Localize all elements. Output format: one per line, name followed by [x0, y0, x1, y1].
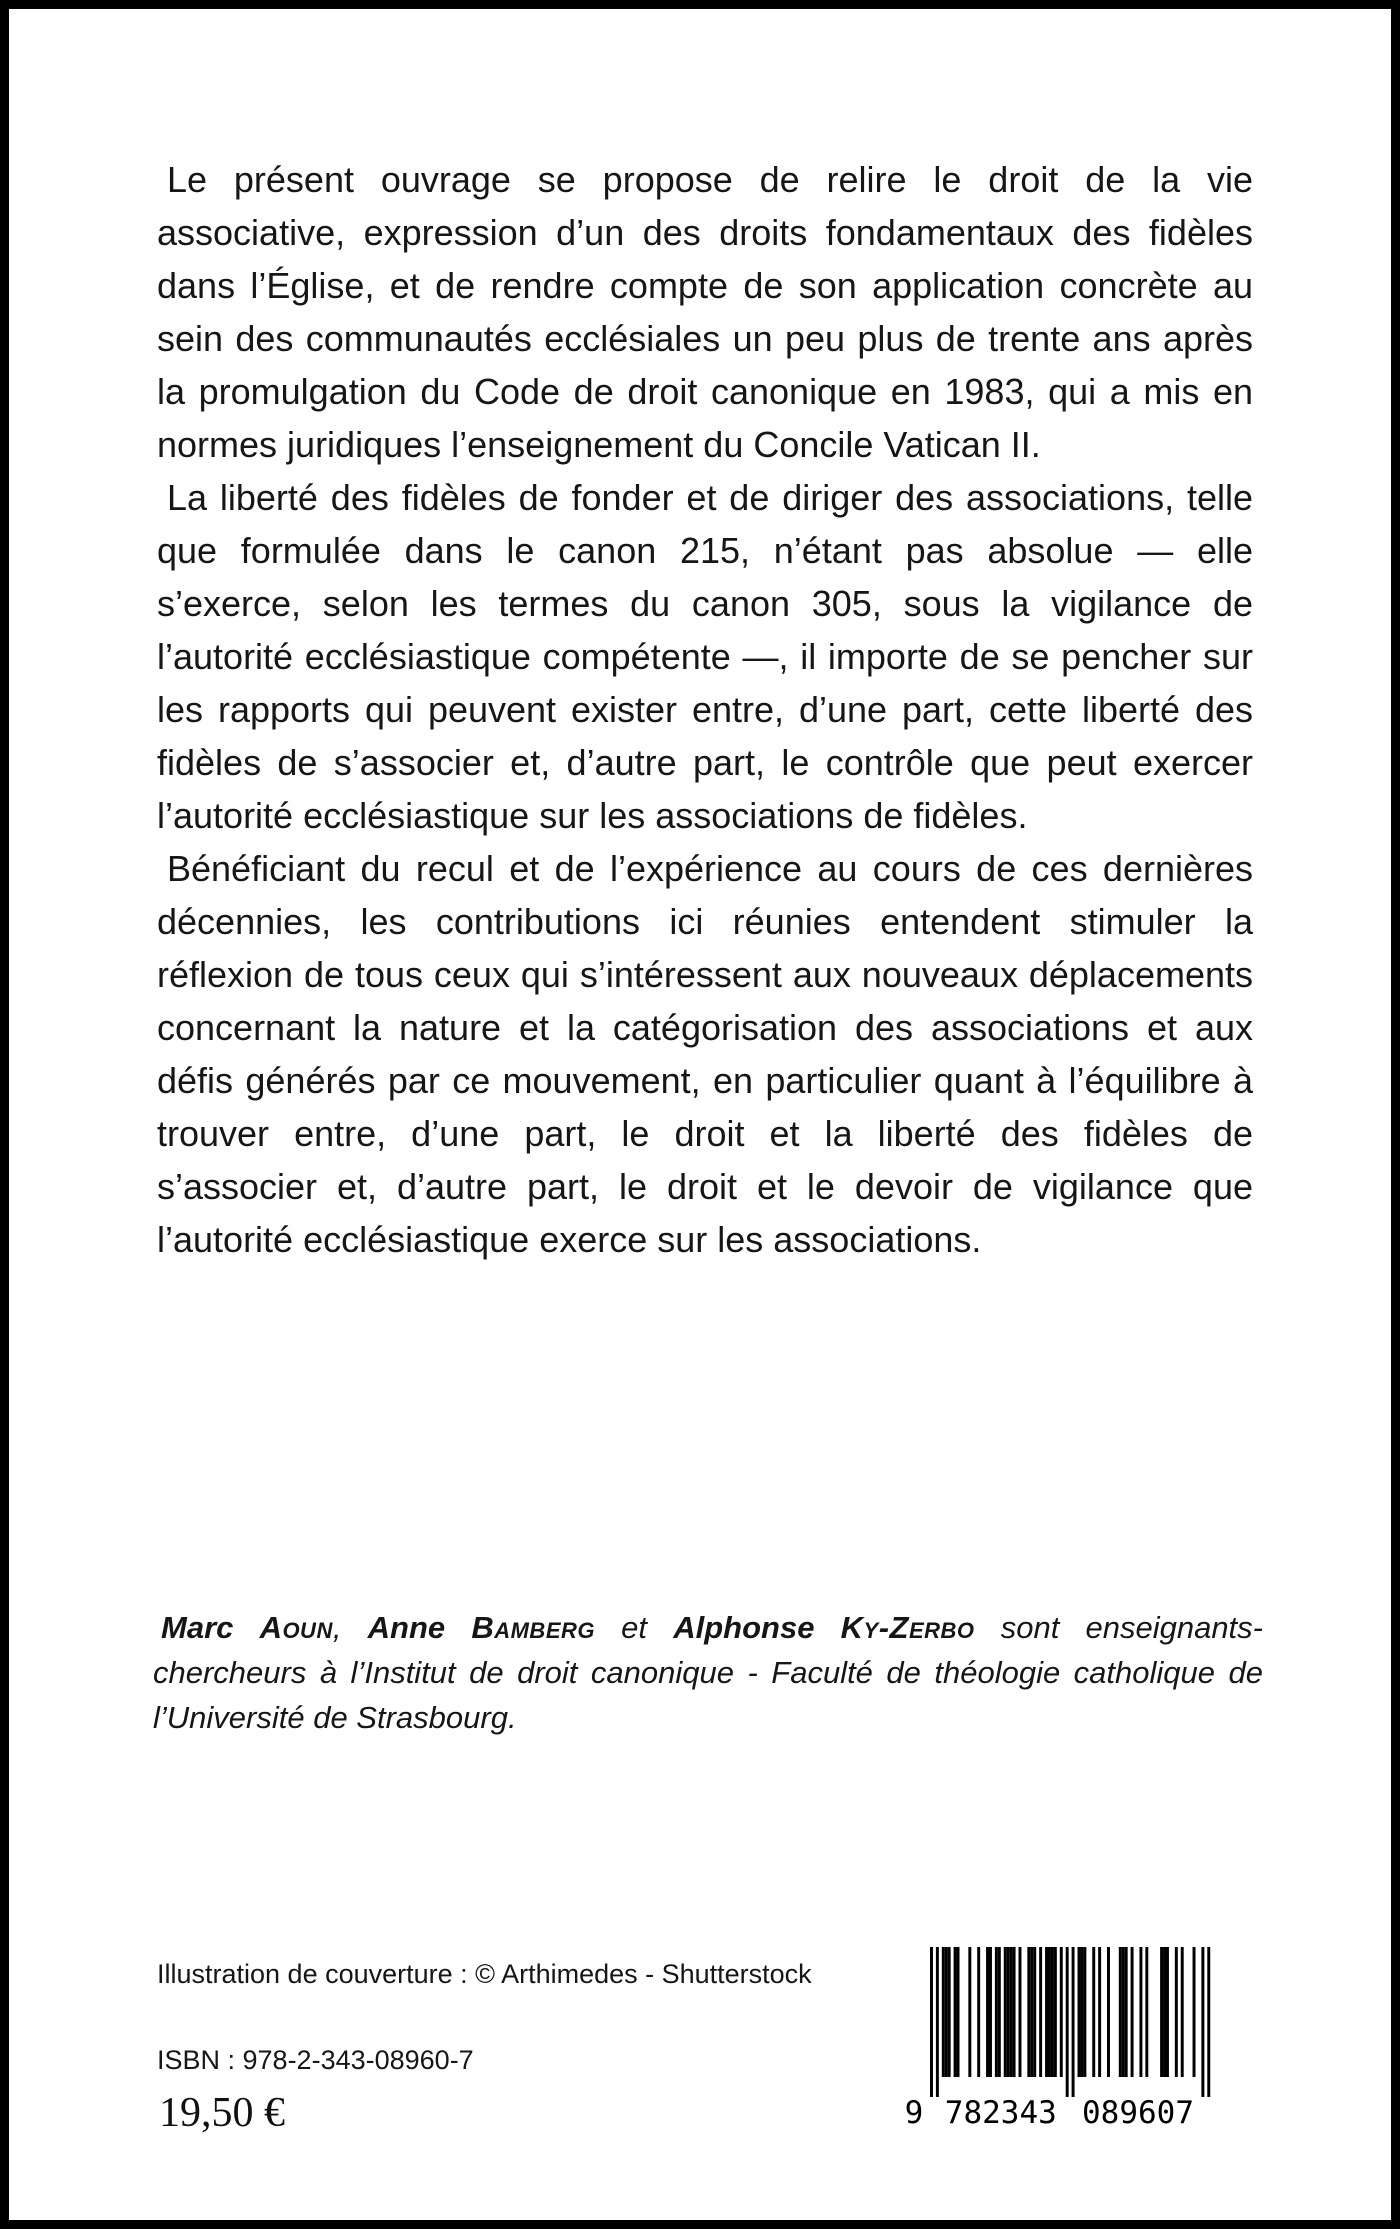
cover-illustration-credit: Illustration de couverture : © Arthimedes - Shutterstock [157, 1959, 812, 1989]
author-name-3 [673, 1610, 974, 1645]
barcode [904, 1947, 1224, 2132]
author-2-last-name: Bamberg [471, 1610, 595, 1645]
svg-text:089607: 089607 [1082, 2095, 1194, 2131]
author-3-first-name: Alphonse [673, 1610, 841, 1645]
svg-text:782343: 782343 [944, 2095, 1057, 2131]
author-2-first-name: Anne [367, 1610, 472, 1645]
author-name-2 [368, 1610, 595, 1645]
synopsis-paragraph-3: Bénéficiant du recul et de l’expérience au cours de ces dernières décennies, les contributions ici réunies entendent stimuler la réflexion de tous ceux qui s’intéressent aux nouveaux déplacements concernant la nature et la catégorisation des associations et aux défis générés par ce mouvement, en particulier quant à l’équilibre à trouver entre, d’une part, le droit et la liberté des fidèles de s’associer et, d’autre part, le droit et le devoir de vigilance que l’autorité ecclésiastique exerce sur les associations. [157, 848, 1253, 1260]
author-bio [153, 1605, 1263, 1740]
bio-separator-2: et [595, 1610, 674, 1645]
synopsis [157, 153, 1253, 1266]
author-1-last-name: Aoun [259, 1610, 333, 1645]
svg-text:9: 9 [904, 2095, 924, 2131]
author-1-first-name: Marc [161, 1610, 260, 1645]
author-bio-text [153, 1605, 1263, 1740]
synopsis-paragraph-2: La liberté des fidèles de fonder et de diriger des associations, telle que formulée dans le canon 215, n’étant pas absolue — elle s’exerce, selon les termes du canon 305, sous la vigilance de l’autorité ecclésiastique compétente —, il importe de se pencher sur les rapports qui peuvent exister entre, d’une part, cette liberté des fidèles de s’associer et, d’autre part, le contrôle que peut exercer l’autorité ecclésiastique sur les associations de fidèles. [157, 477, 1253, 836]
bio-separator-1: , [332, 1610, 368, 1645]
bio-description: sont enseignants-chercheurs à l’Institut de droit canonique - Faculté de théologie catholique de l’Université de Strasbourg. [153, 1610, 1263, 1735]
author-name-1 [161, 1610, 333, 1645]
author-3-last-name: Ky-Zerbo [840, 1610, 975, 1645]
price-text: 19,50 € [159, 2090, 285, 2136]
synopsis-paragraph-1: Le présent ouvrage se propose de relire le droit de la vie associative, expression d’un des droits fondamentaux des fidèles dans l’Église, et de rendre compte de son application concrète au sein des communautés ecclésiales un peu plus de trente ans après la promulgation du Code de droit canonique en 1983, qui a mis en normes juridiques l’enseignement du Concile Vatican II. [157, 159, 1253, 465]
isbn-text: ISBN : 978-2-343-08960-7 [157, 2045, 474, 2075]
